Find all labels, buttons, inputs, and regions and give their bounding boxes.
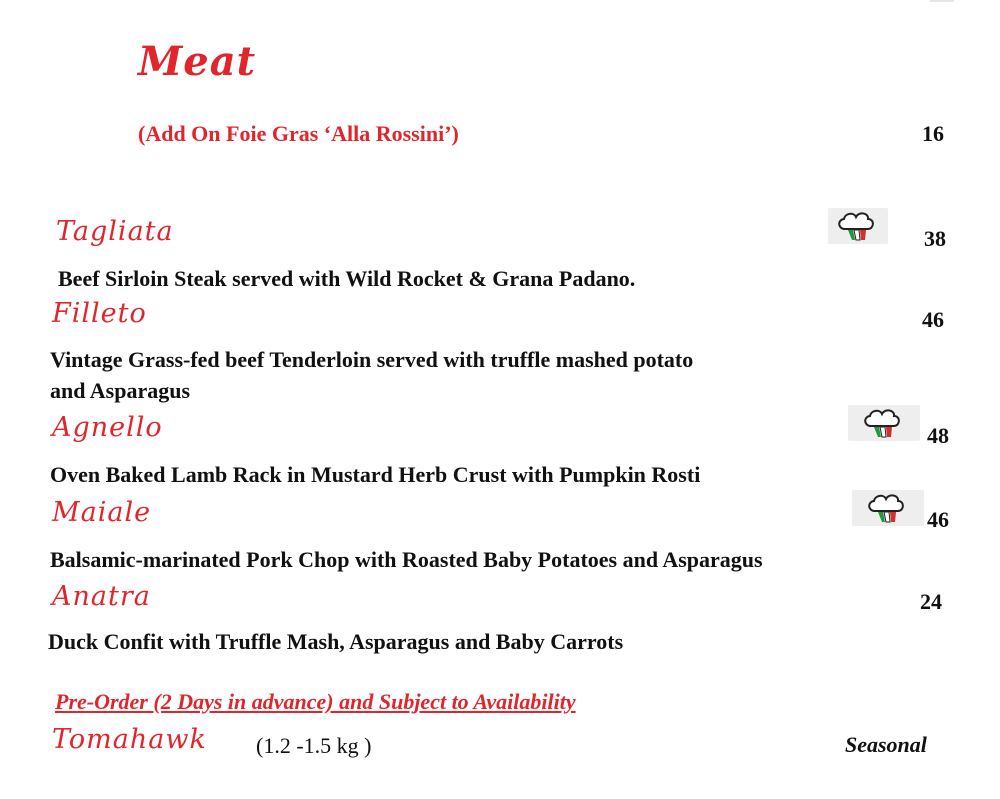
dish-price-tomahawk: Seasonal xyxy=(845,732,927,757)
dish-name-tagliata: Tagliata xyxy=(56,216,174,247)
dish-price-filleto: 46 xyxy=(922,307,944,332)
dish-description-agnello: Oven Baked Lamb Rack in Mustard Herb Crust with Pumpkin Rosti xyxy=(50,462,701,487)
dish-price-tagliata: 38 xyxy=(924,226,946,251)
dish-name-tomahawk: Tomahawk xyxy=(52,724,207,755)
addon-price: 16 xyxy=(922,121,944,146)
dish-description-tagliata: Beef Sirloin Steak served with Wild Rocket & Grana Padano. xyxy=(58,266,636,291)
dish-price-agnello: 48 xyxy=(927,423,949,448)
chef-hat-icon xyxy=(828,208,888,244)
dish-price-anatra: 24 xyxy=(920,589,942,614)
addon-label: (Add On Foie Gras ‘Alla Rossini’) xyxy=(138,121,459,146)
top-edge-mark xyxy=(930,0,954,2)
dish-description-filleto-line-1: Vintage Grass-fed beef Tenderloin served with truffle mashed potato xyxy=(50,347,694,372)
dish-description-filleto-line-2: and Asparagus xyxy=(50,378,191,403)
chef-hat-icon xyxy=(848,405,920,441)
dish-price-maiale: 46 xyxy=(927,507,949,532)
section-title: Meat xyxy=(138,38,257,85)
dish-name-filleto: Filleto xyxy=(52,298,147,329)
dish-name-maiale: Maiale xyxy=(52,497,152,528)
chef-hat-icon xyxy=(852,490,924,526)
dish-description-anatra: Duck Confit with Truffle Mash, Asparagus and Baby Carrots xyxy=(48,629,624,654)
preorder-notice: Pre-Order (2 Days in advance) and Subject to Availability xyxy=(55,689,576,714)
dish-name-agnello: Agnello xyxy=(52,412,163,443)
dish-description-maiale: Balsamic-marinated Pork Chop with Roasted Baby Potatoes and Asparagus xyxy=(50,547,763,572)
dish-name-anatra: Anatra xyxy=(52,581,151,612)
dish-weight-tomahawk: (1.2 -1.5 kg ) xyxy=(256,733,372,758)
